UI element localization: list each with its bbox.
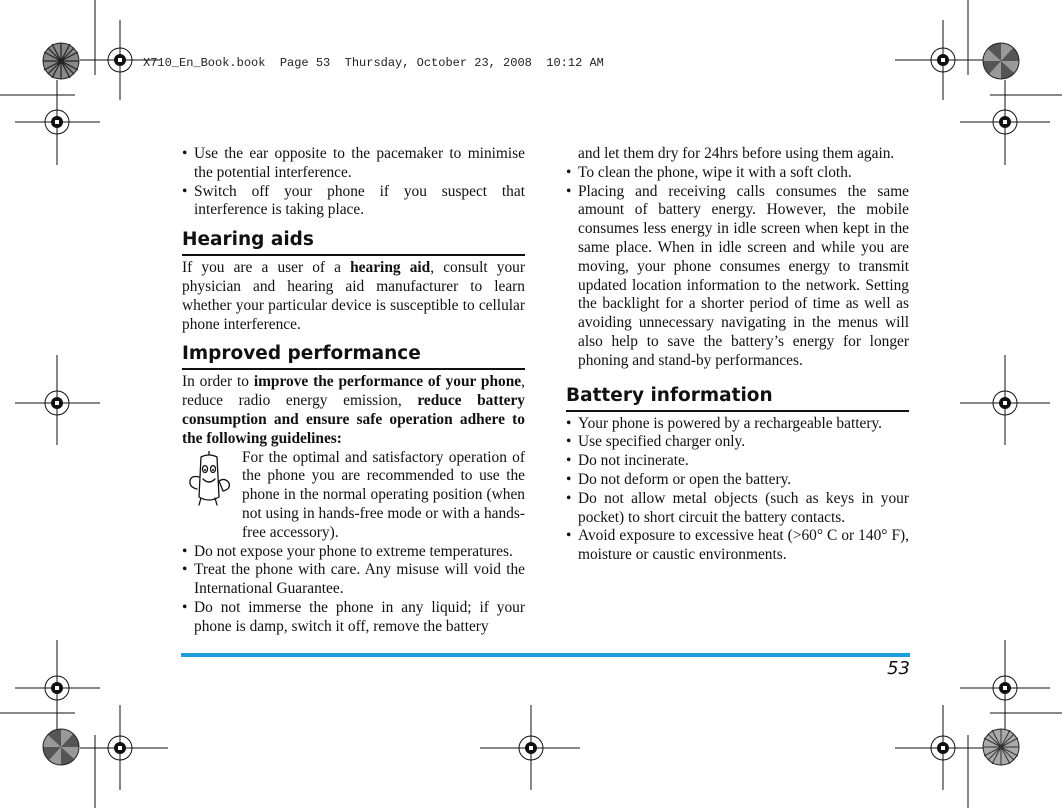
battery-information-heading: Battery information	[566, 371, 909, 412]
footer-rule	[181, 653, 910, 657]
list-item: • Do not immerse the phone in any liquid; if your phone is damp, switch it off, remove the battery	[182, 599, 525, 637]
left-column	[182, 145, 525, 637]
list-item: • Use the ear opposite to the pacemaker to minimise the potential interference.	[182, 145, 525, 183]
list-item: • Your phone is powered by a rechargeable battery.	[566, 415, 909, 434]
color-bar-pinwheel-icon	[42, 728, 80, 766]
print-header: X710_En_Book.book Page 53 Thursday, October 23, 2008 10:12 AM	[143, 56, 604, 70]
hearing-aids-paragraph: If you are a user of a hearing aid, consult your physician and hearing aid manufacturer to learn whether your particular device is susceptible to cellular phone interference.	[182, 259, 526, 333]
tip-block	[182, 449, 525, 543]
list-item: • Do not allow metal objects (such as keys in your pocket) to short circuit the battery contacts.	[566, 490, 909, 528]
list-item: • Do not incinerate.	[566, 452, 909, 471]
list-item: • Switch off your phone if you suspect that interference is taking place.	[182, 183, 525, 221]
tip-paragraph: For the optimal and satisfactory operation of the phone you are recommended to use the phone in the normal operating position (when not using in hands-free mode or with a hands-free accessory).	[242, 448, 525, 541]
list-item: • Use specified charger only.	[566, 433, 909, 452]
list-item: • Do not deform or open the battery.	[566, 471, 909, 490]
page-number: 53	[887, 658, 910, 679]
list-item: • To clean the phone, wipe it with a soft cloth.	[566, 164, 909, 183]
color-bar-pinwheel-icon	[982, 42, 1020, 80]
phone-mascot-icon	[187, 451, 233, 507]
list-item: • Avoid exposure to excessive heat (>60° C or 140° F), moisture or caustic environments.	[566, 527, 909, 565]
list-item: • Placing and receiving calls consumes the same amount of battery energy. However, the mobile consumes less energy in idle screen when kept in the same place. When in idle screen and while you are moving, your phone consumes energy to transmit updated location information to the network. Setting the backlight for a shorter period of time as well as avoiding unnecessary navigating in the menus will also help to save the battery’s energy for longer phoning and stand-by performances.	[566, 183, 909, 371]
right-column	[566, 145, 909, 565]
hearing-aids-heading: Hearing aids	[182, 220, 525, 256]
improved-performance-paragraph: In order to improve the performance of your phone, reduce radio energy emission, reduce battery consumption and ensure safe operation adhere to the following guidelines:	[182, 373, 525, 447]
continuation-text: and let them dry for 24hrs before using them again.	[578, 145, 895, 162]
improved-performance-heading: Improved performance	[182, 334, 525, 370]
color-bar-sunburst-icon	[42, 42, 80, 80]
color-bar-sunburst-icon	[982, 728, 1020, 766]
list-item: • Do not expose your phone to extreme temperatures.	[182, 543, 525, 562]
list-item: • Treat the phone with care. Any misuse will void the International Guarantee.	[182, 561, 525, 599]
